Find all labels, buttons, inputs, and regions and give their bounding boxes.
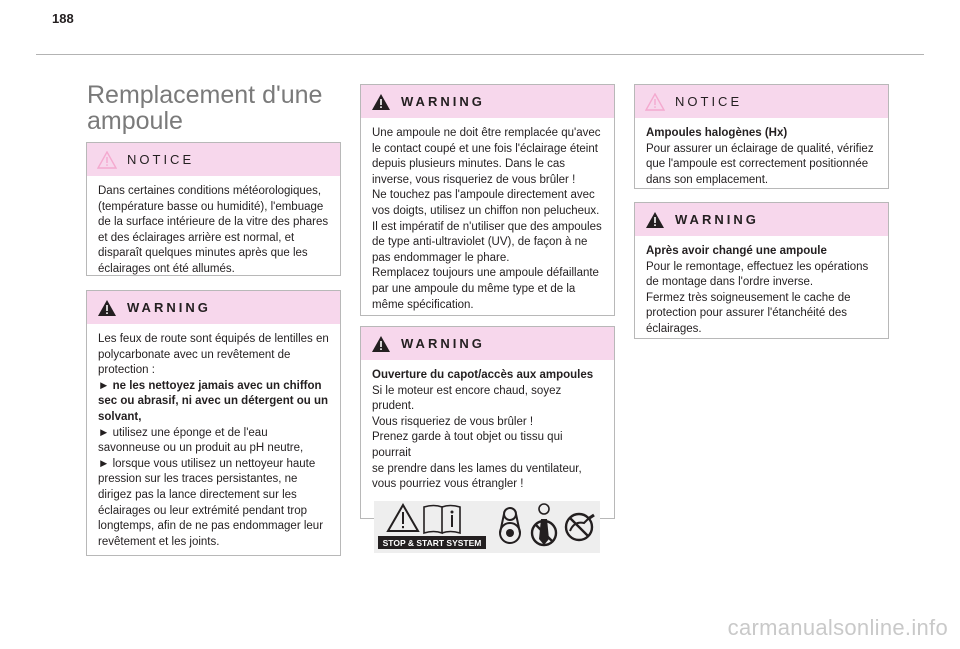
warning-box-lens-cleaning [86, 290, 341, 556]
pictogram-strip [374, 501, 600, 553]
body-line: de montage dans l'ordre inverse. [646, 276, 814, 289]
warning-label: WARNING [675, 212, 759, 227]
warning-triangle-icon [97, 299, 117, 317]
body-line: Les feux de route sont équipés de lentilles en [98, 333, 329, 345]
body-line: ► ne les nettoyez jamais avec un chiffon [98, 379, 322, 392]
body-line: Fermez très soigneusement le cache de [646, 291, 851, 304]
warning-header [361, 327, 614, 360]
body-line: protection pour assurer l'étanchéité des [646, 307, 848, 320]
body-line: Pour le remontage, effectuez les opérations [646, 260, 869, 273]
body-line: revêtement et les joints. [98, 535, 220, 548]
body-line: de la surface intérieure de la vitre des phares [98, 216, 329, 229]
body-line: ► utilisez une éponge et de l'eau [98, 426, 268, 439]
body-line: Si le moteur est encore chaud, soyez prudent. [372, 384, 562, 413]
warning-box-reassembly [634, 202, 889, 339]
warning-triangle-icon [371, 335, 391, 353]
warning-header [635, 203, 888, 236]
body-line: même spécification. [372, 298, 474, 311]
no-hands-icon [566, 514, 594, 540]
watermark: carmanualsonline.info [727, 615, 948, 640]
body-line: disparaît quelques minutes après que les [98, 247, 308, 260]
body-line: éclairages. [646, 322, 702, 335]
warning-body [361, 118, 614, 313]
stop-start-caption: STOP & START SYSTEM [382, 537, 482, 548]
body-line: (température basse ou humidité), l'embuage [98, 200, 324, 213]
warning-body [361, 360, 614, 553]
body-line: savonneuse ou un produit au pH neutre, [98, 442, 304, 455]
body-line: éclairages ou leur extrémité pendant trop [98, 504, 308, 517]
body-heading: Après avoir changé une ampoule [646, 245, 827, 257]
body-line: de type anti-ultraviolet (UV), de façon à ne [372, 236, 588, 249]
engine-warning-pictogram [374, 501, 600, 553]
body-line: pression sur les traces persistantes, ne [98, 473, 298, 486]
body-line: polycarbonate avec un revêtement de [98, 348, 291, 361]
body-line: inverse, vous risqueriez de vous brûler ! [372, 173, 576, 186]
page-title: Remplacement d'une ampoule [87, 81, 323, 135]
warning-body [87, 324, 340, 550]
body-line: Ne touchez pas l'ampoule directement avec [372, 189, 595, 202]
warning-triangle-icon [645, 211, 665, 229]
body-line: depuis plusieurs minutes. Dans le cas [372, 158, 566, 171]
warning-box-bonnet [360, 326, 615, 548]
notice-box-fogging [86, 142, 341, 276]
body-line: longtemps, afin de ne pas endommager leur [98, 520, 324, 533]
body-line: éclairages ont été allumés. [98, 262, 235, 275]
body-line: Dans certaines conditions météorologiques, [98, 185, 322, 197]
body-line: dirigez pas la lance directement sur les [98, 488, 297, 501]
warning-header [87, 291, 340, 324]
body-line: pas endommager le phare. [372, 251, 510, 264]
warning-box-bulb-handling [360, 84, 615, 316]
body-heading: Ouverture du capot/accès aux ampoules [372, 369, 594, 381]
body-heading: Ampoules halogènes (Hx) [646, 127, 788, 139]
page-number: 188 [52, 11, 74, 26]
body-line: vous pourriez vous étrangler ! [372, 478, 524, 491]
warning-label: WARNING [127, 300, 211, 315]
warning-header [361, 85, 614, 118]
body-line: Une ampoule ne doit être remplacée qu'avec [372, 127, 601, 139]
body-line: dans son emplacement. [646, 173, 769, 186]
fan-belt-icon [500, 508, 520, 543]
warning-label: WARNING [401, 94, 485, 109]
manual-book-icon [424, 505, 460, 533]
body-line: Remplacez toujours une ampoule défaillante [372, 267, 599, 280]
notice-label: NOTICE [127, 152, 195, 167]
body-line: Vous risqueriez de vous brûler ! [372, 415, 534, 428]
warning-body [635, 236, 888, 338]
body-line: Prenez garde à tout objet ou tissu qui pourrait [372, 431, 563, 459]
body-line: Il est impératif de n'utiliser que des ampoules [372, 220, 602, 233]
header-divider [36, 54, 924, 55]
body-line: vos doigts, utilisez un chiffon non pelucheux. [372, 204, 600, 217]
body-line: se prendre dans les lames du ventilateur, [372, 462, 582, 475]
notice-triangle-icon [645, 93, 665, 111]
notice-body [87, 176, 340, 278]
body-line: le contact coupé et une fois l'éclairage éteint [372, 142, 598, 155]
notice-box-halogen [634, 84, 889, 189]
body-line: protection : [98, 364, 155, 377]
body-line: que l'ampoule est correctement positionnée [646, 158, 869, 171]
body-line: et des éclairages arrière est normal, et [98, 231, 295, 244]
body-line: ► lorsque vous utilisez un nettoyeur haute [98, 457, 316, 470]
notice-body [635, 118, 888, 188]
notice-label: NOTICE [675, 94, 743, 109]
warning-triangle-icon [371, 93, 391, 111]
warning-label: WARNING [401, 336, 485, 351]
body-line: solvant, [98, 410, 142, 423]
notice-triangle-icon [97, 151, 117, 169]
body-line: sec ou abrasif, ni avec un détergent ou un [98, 395, 329, 408]
notice-header [87, 143, 340, 176]
notice-header [635, 85, 888, 118]
no-tie-icon [532, 504, 556, 545]
body-line: par une ampoule du même type et de la [372, 282, 576, 295]
body-line: Pour assurer un éclairage de qualité, vérifiez [646, 142, 874, 155]
